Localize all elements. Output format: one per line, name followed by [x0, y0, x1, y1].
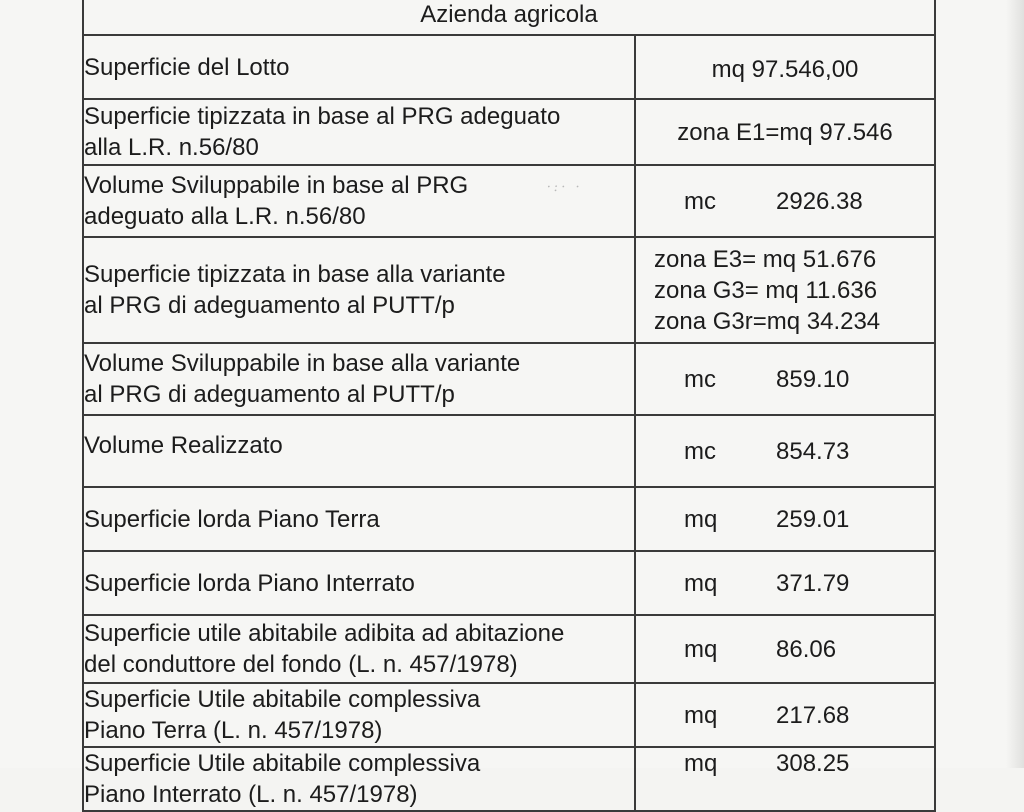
zone-line: zona G3r=mq 34.234 — [654, 307, 881, 335]
row-value — [635, 237, 935, 343]
unit-label: mq — [684, 505, 718, 533]
table-row — [83, 683, 935, 747]
unit-label: mc — [684, 187, 716, 215]
row-value — [635, 415, 935, 487]
amount: 2926.38 — [776, 187, 863, 215]
label-line: Superficie utile abitabile adibita ad abitazione — [84, 620, 565, 647]
label-line: Superficie tipizzata in base alla variante — [84, 261, 506, 288]
label-line: al PRG di adeguamento al PUTT/p — [84, 292, 455, 319]
unit-label: mq — [684, 635, 718, 663]
unit-label: mq — [684, 701, 718, 729]
amount: 854.73 — [776, 437, 850, 465]
label-line: alla L.R. n.56/80 — [84, 134, 259, 161]
unit-label: mq — [684, 569, 718, 597]
row-value: mq 97.546,00 — [635, 35, 935, 99]
label-line: al PRG di adeguamento al PUTT/p — [84, 381, 455, 408]
row-label — [83, 551, 635, 615]
table-row — [83, 165, 935, 237]
row-value — [635, 551, 935, 615]
table-row — [83, 615, 935, 683]
row-label — [83, 35, 635, 99]
amount: 217.68 — [776, 701, 850, 729]
row-value — [635, 615, 935, 683]
row-label — [83, 237, 635, 343]
label-line: del conduttore del fondo (L. n. 457/1978) — [84, 651, 518, 678]
table-title: Azienda agricola — [83, 0, 935, 35]
row-label — [83, 343, 635, 415]
label-line: adeguato alla L.R. n.56/80 — [84, 203, 366, 230]
row-label — [83, 683, 635, 747]
row-value — [635, 683, 935, 747]
zone-line: zona E3= mq 51.676 — [654, 245, 877, 273]
label-line: Volume Sviluppabile in base alla variante — [84, 350, 521, 377]
table-row — [83, 35, 935, 99]
table-row — [83, 237, 935, 343]
data-table — [82, 0, 936, 812]
scan-smudge: ·:· · — [545, 180, 584, 195]
row-value: zona E1=mq 97.546 — [635, 99, 935, 165]
amount: 86.06 — [776, 635, 837, 663]
table-row — [83, 487, 935, 551]
label-line: Volume Realizzato — [84, 432, 283, 459]
label-line: Superficie Utile abitabile complessiva — [84, 750, 481, 777]
table-row — [83, 551, 935, 615]
table-row — [83, 343, 935, 415]
amount: 371.79 — [776, 569, 850, 597]
row-value — [635, 747, 935, 811]
label-line: Piano Terra (L. n. 457/1978) — [84, 717, 383, 744]
label-line: Superficie Utile abitabile complessiva — [84, 686, 481, 713]
label-line: Superficie del Lotto — [84, 53, 290, 81]
table-row — [83, 415, 935, 487]
table-row — [83, 747, 935, 811]
label-line: Piano Interrato (L. n. 457/1978) — [84, 781, 418, 808]
unit-label: mc — [684, 437, 716, 465]
label-line: Superficie lorda Piano Terra — [84, 505, 380, 533]
row-value — [635, 165, 935, 237]
row-label — [83, 487, 635, 551]
table-row — [83, 99, 935, 165]
label-line: Volume Sviluppabile in base al PRG — [84, 172, 469, 199]
amount: 859.10 — [776, 365, 850, 393]
row-label — [83, 747, 635, 811]
row-label — [83, 415, 635, 487]
row-label — [83, 99, 635, 165]
table-header-row — [83, 0, 935, 35]
row-label — [83, 615, 635, 683]
label-line: Superficie lorda Piano Interrato — [84, 569, 415, 597]
row-value — [635, 343, 935, 415]
amount: 308.25 — [776, 750, 850, 777]
amount: 259.01 — [776, 505, 850, 533]
page-edge-shadow — [1006, 0, 1024, 768]
label-line: Superficie tipizzata in base al PRG adeguato — [84, 103, 561, 130]
zone-line: zona G3= mq 11.636 — [654, 276, 878, 304]
row-value — [635, 487, 935, 551]
unit-label: mq — [684, 750, 718, 777]
unit-label: mc — [684, 365, 716, 393]
